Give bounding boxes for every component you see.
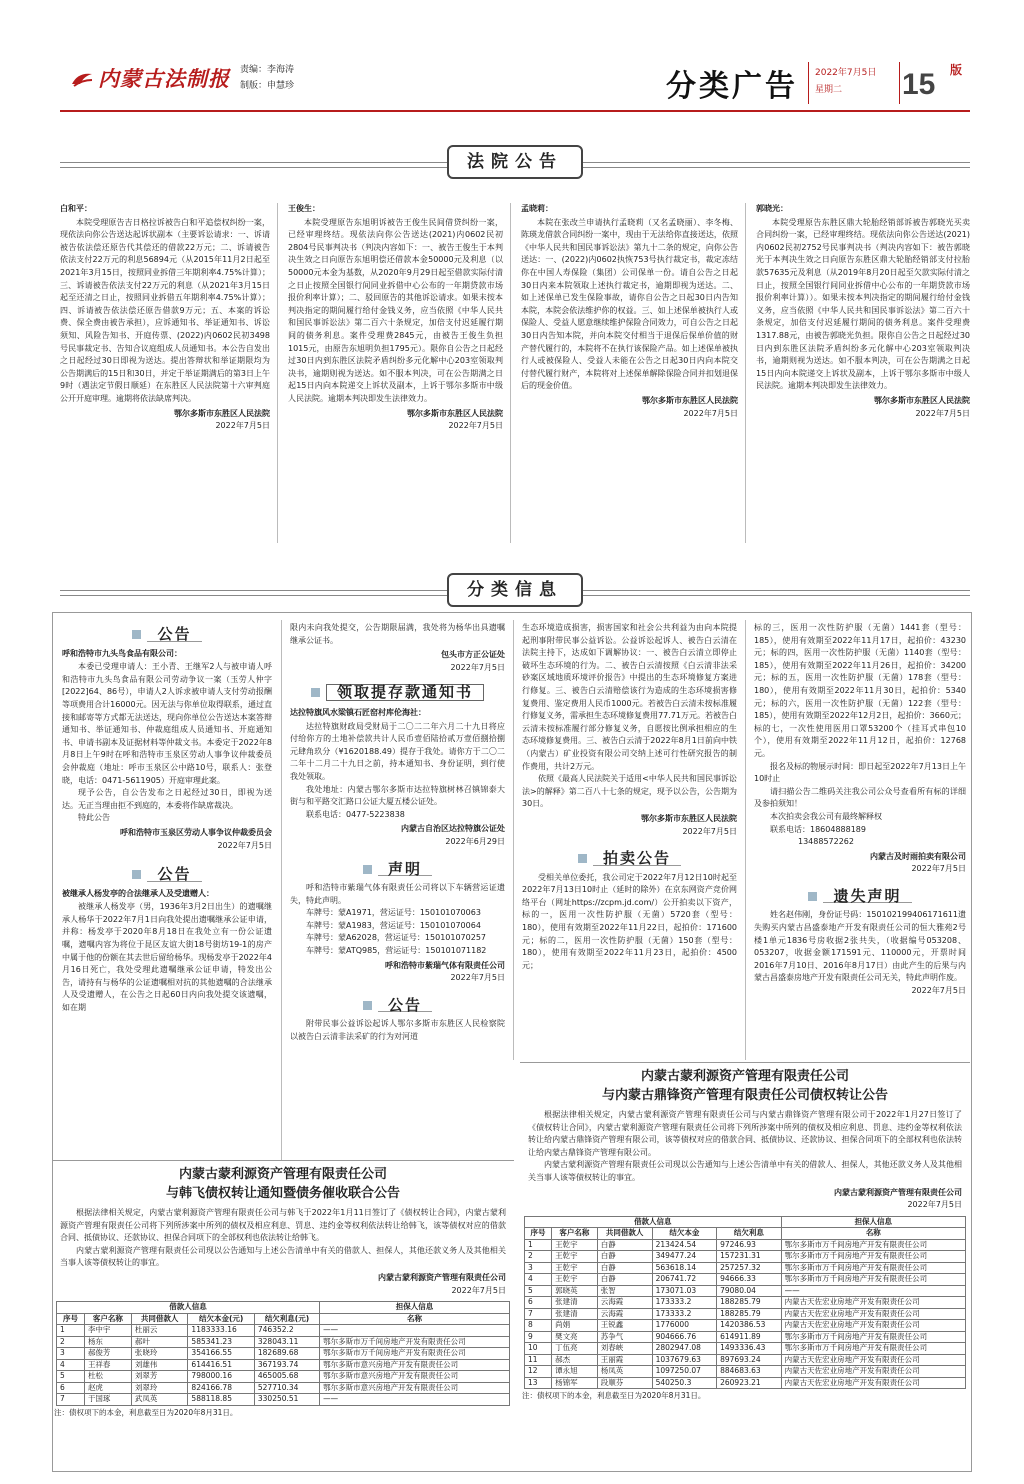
table-cell: 157231.31 <box>717 1251 782 1263</box>
column-header: 序号 <box>525 1228 552 1240</box>
table-cell: 于国琢 <box>84 1394 131 1406</box>
notice-title <box>520 1067 970 1105</box>
ad-body: 依照《最高人民法院关于适用<中华人民共和国民事诉讼法>的解释》第二百八十七条的规定，现予以公告，公告期为30日。 <box>522 774 737 809</box>
table-cell: 182689.68 <box>254 1348 319 1360</box>
table-cell: 云海霞 <box>597 1308 652 1320</box>
notice-body: 本院在张改兰申请执行孟晓莉（又名孟晓丽）、李冬梅、陈瑛龙借款合同纠纷一案中，现由于无法给你直接送达，依照《中华人民共和国民事诉讼法》第九十二条的规定，向你公告送达：一、(2022)内0602执恢753号执行裁定书，裁定冻结你在中国人寿保险（集团）公司保单一份。请自公告之日起30日内来本院领取上述执行裁定书，逾期即视为送达。二、如上述保单已发生保险事故，请你自公告之日起30日内告知本院，本院会依法维护你的权益。三、如上述保单被执行人或保险人、受益人愿意继续维护保险合同效力，可自公告之日起30日内告知本院，并向本院交付相当于退保后保单价值的财产替代履行的，本院将不在执行该保险产品。如上述保单被执行人或被保险人、受益人未能在公告之日起30日内向本院交付替代履行财产，本院将对上述保单解除保险合同并扣划退保后的现金价值。 <box>521 217 738 391</box>
table-cell: 谭永旭 <box>552 1366 598 1378</box>
table-cell: 97246.93 <box>717 1239 782 1251</box>
table-cell: 郭晓英 <box>552 1285 598 1297</box>
ad-title-text: 遗失声明 <box>823 890 911 904</box>
group-header: 借款人信息 <box>57 1302 320 1314</box>
table-cell: 257257.32 <box>717 1262 782 1274</box>
column-divider <box>510 203 511 543</box>
ad-body: 请扫描公告二维码关注我公司公众号查看所有标的详细及参拍须知！ <box>754 786 966 809</box>
table-cell: 7 <box>57 1394 85 1406</box>
table-cell: 6 <box>525 1297 552 1309</box>
table-cell: 鄂尔多斯市意兴房地产开发有限责任公司 <box>320 1371 510 1383</box>
table-cell: 8 <box>525 1320 552 1332</box>
table-cell: 鄂尔多斯市万千间房地产开发有限责任公司 <box>781 1343 965 1355</box>
table-row <box>525 1354 966 1366</box>
table-cell: 鄂尔多斯市意兴房地产开发有限责任公司 <box>320 1359 510 1371</box>
table-row <box>57 1382 510 1394</box>
ad-body: 我处地址：内蒙古鄂尔多斯市达拉特旗树林召镇锦泰大街与和平路交汇路口公证大厦五楼公证处。 <box>290 784 505 807</box>
court-notice-1 <box>60 203 270 433</box>
column-header: 结欠利息 <box>717 1228 782 1240</box>
table-cell: 5 <box>57 1371 85 1383</box>
column-header: 客户名称 <box>84 1313 131 1325</box>
table-cell: 王乾宇 <box>552 1239 598 1251</box>
notice-addressee: 白和平： <box>60 204 92 213</box>
debt-transfer-notice-2 <box>520 1062 970 1404</box>
notice-title-line: 与韩飞债权转让通知暨债务催收联合公告 <box>165 1186 400 1201</box>
table-cell: 刘翠芳 <box>131 1371 188 1383</box>
table-cell: 904666.76 <box>652 1331 717 1343</box>
table-cell: 李中宇 <box>84 1325 131 1337</box>
ad-title <box>62 865 272 884</box>
table-cell: 杨凤英 <box>597 1366 652 1378</box>
ad-body: 特此公告 <box>78 813 110 823</box>
table-cell: 王锐鑫 <box>597 1320 652 1332</box>
notice-body: 本院受理原告东胜区鼎大轮胎经销部诉被告郭晓光买卖合同纠纷一案，已经审理终结。现依法向你公告送达(2021)内0602民初2752号民事判决书（判决内容如下：被告郭晓光于本判决生效之日向原告东胜区鼎大轮胎经销部支付拉胎款57635元及利息（从2019年8月20日起至欠款实际付清之日止，按照全国银行间同业拆借中心公布的一年期贷款市场报价利率计算））。如果未按本判决指定的期间履行给付金钱义务，应当依照《中华人民共和国民事诉讼法》第二百六十条规定，加倍支付迟延履行期间的债务利息。案件受理费1317.88元，由被告郭晓光负担。限你自公告之日起经过30日内到东胜区法院矛盾纠纷多元化解中心203室领取判决书，逾期则视为送达。如不服本判决，可在公告期满之日起15日内向本院递交上诉状及副本，上诉于鄂尔多斯市中级人民法院。逾期本判决即发生法律效力。 <box>756 217 970 391</box>
table-cell: 1420386.53 <box>717 1320 782 1332</box>
table-header <box>57 1313 510 1325</box>
table-cell: 13 <box>525 1377 552 1389</box>
editor-credits <box>240 62 294 94</box>
notice-addressee: 王俊生： <box>288 204 320 213</box>
notice-date: 2022年7月5日 <box>915 408 970 418</box>
table-cell: 540250.3 <box>652 1377 717 1389</box>
vehicle-item: 车牌号：蒙A1971，营运证号：150101070063 <box>306 908 481 918</box>
table-cell: 王乾宇 <box>552 1274 598 1286</box>
ad-title-text: 公告 <box>147 628 201 642</box>
table-group-header <box>525 1216 966 1228</box>
table-cell: 614416.51 <box>188 1359 254 1371</box>
table-cell: 王丽霞 <box>597 1354 652 1366</box>
debt-table-wrap <box>520 1212 970 1390</box>
table-cell: 杨东 <box>84 1336 131 1348</box>
table-cell: 1097250.07 <box>652 1366 717 1378</box>
table-cell: 刘雄伟 <box>131 1359 188 1371</box>
table-cell: 884683.63 <box>717 1366 782 1378</box>
table-cell: 樊文亮 <box>552 1331 598 1343</box>
table-cell: 173071.03 <box>652 1285 717 1297</box>
title-marker-icon <box>363 865 372 874</box>
ad-body: 达拉特旗财政局受财局于二〇二二年六月二十九日将应付给你方的土地补偿款共计人民币壹佰陆拾贰万壹佰捌拾捌元肆角玖分（¥1620188.49）提存于我处。请你方于二〇二二年十二月二十九日之前，持本通知书、身份证明，到行使我处领取。 <box>290 721 505 781</box>
ad-addressee: 呼和浩特市九头鸟食品有限公司： <box>62 648 182 658</box>
table-cell: 白静 <box>597 1239 652 1251</box>
ad-body: 呼和浩特市紫瑞气体有限责任公司将以下车辆营运证遗失，特此声明。 <box>290 883 505 905</box>
ad-body: 受相关单位委托，我公司定于2022年7月12日10时起至2022年7月13日10时止（延时的除外）在京东网资产竞价网络平台（网址https://zcpm.jd.com/）公开拍卖以下资产，标的一，医用一次性防护服（无菌）5720套（型号：180），使用有效期至2022年11月22日，起拍价：171600元；标的二，医用一次性防护服（无菌）150套（型号：180），使用有效期至2022年11月23日，起拍价：4500元； <box>522 872 737 970</box>
table-cell: 段顺芬 <box>597 1377 652 1389</box>
column-header: 结欠本金(元) <box>188 1313 254 1325</box>
court-notice-3 <box>521 203 738 420</box>
ad-title-text: 公告 <box>147 868 201 882</box>
table-cell: 内蒙古天佐宏业房地产开发有限责任公司 <box>781 1297 965 1309</box>
ad-body: 生态环境造成损害，损害国家和社会公共利益为由向本院提起刑事附带民事公益诉讼。公益诉讼起诉人、被告白云清在法院主持下，达成如下调解协议：一、被告白云清立即停止破坏生态环境的行为。二、被告白云清按照《白云清非法采砂案区域地质环境评价报告》中提出的生态环境修复方案进行修复。三、被告白云清赔偿该行为造成的生态环境损害修复费用、鉴定费用人民币1000元。若被告白云清未按标准履行修复义务，需承担生态环境修复费用77.71万元。若被告白云清未按标准履行部分修复义务，自愿按比例承担相应的生态环境修复费用。三、被告白云清于2022年8月1日前向中铁（内蒙古）矿业投资有限公司交纳上述可行性研究报告的制作费用，共计2万元。 <box>522 623 737 771</box>
table-cell: 79080.04 <box>717 1285 782 1297</box>
table-cell: 173333.2 <box>652 1297 717 1309</box>
table-cell: 杨锦军 <box>552 1377 598 1389</box>
table-row <box>525 1297 966 1309</box>
table-row <box>525 1331 966 1343</box>
group-header: 担保人信息 <box>320 1302 510 1314</box>
notice-text <box>52 1207 514 1297</box>
table-row <box>525 1308 966 1320</box>
notice-body: 根据法律相关规定，内蒙古蒙利源资产管理有限责任公司与内蒙古鼎锋资产管理有限公司于2022年1月27日签订了《债权转让合同》，内蒙古蒙利源资产管理有限责任公司将下列所涉案中所列的债权及相应利息、罚息、违约金等权利依法转让给内蒙古鼎锋资产管理有限公司，该等债权对应的借款合同、抵债协议、还款协议、担保合同项下的全部权利也依法转让给内蒙古鼎锋资产管理有限公司。 <box>528 1110 962 1157</box>
table-cell: 王乾宇 <box>552 1262 598 1274</box>
table-cell: 内蒙古天佐宏业房地产开发有限责任公司 <box>781 1366 965 1378</box>
table-row <box>57 1336 510 1348</box>
table-cell: 鄂尔多斯市万千间房地产开发有限责任公司 <box>320 1348 510 1360</box>
column-divider <box>745 620 746 1060</box>
ad-title <box>290 684 505 701</box>
ad-body: 联系电话：0477-5223838 <box>306 809 405 819</box>
table-cell: 尚娟 <box>552 1320 598 1332</box>
table-cell: 188285.79 <box>717 1297 782 1309</box>
ad-signature: 内蒙古自治区达拉特旗公证处 <box>401 824 505 834</box>
table-cell: 1493336.43 <box>717 1343 782 1355</box>
column-divider <box>745 203 746 543</box>
ad-signature: 鄂尔多斯市东胜区人民法院 <box>641 813 737 823</box>
table-cell: 11 <box>525 1354 552 1366</box>
column-header: 名称 <box>320 1313 510 1325</box>
table-cell: 王祥春 <box>84 1359 131 1371</box>
table-cell: 鄂尔多斯市万千间房地产开发有限责任公司 <box>781 1331 965 1343</box>
table-cell: 527710.34 <box>254 1382 319 1394</box>
title-marker-icon <box>363 1001 372 1010</box>
table-cell: 94666.33 <box>717 1274 782 1286</box>
ad-body: 现予公告，自公告发布之日起经过30日，即视为送达。无正当理由拒不到庭的，本委将作缺席裁决。 <box>62 788 272 810</box>
ad-contact: 13488572262 <box>798 837 854 847</box>
court-notice-2 <box>288 203 503 433</box>
table-row <box>57 1359 510 1371</box>
court-notice-4 <box>756 203 970 420</box>
ad-signature: 呼和浩特市紫瑞气体有限责任公司 <box>385 960 505 970</box>
table-cell: 武凤英 <box>131 1394 188 1406</box>
ad-date: 2022年7月5日 <box>682 826 737 836</box>
table-cell: 588118.85 <box>188 1394 254 1406</box>
table-cell: 白静 <box>597 1262 652 1274</box>
table-cell: 郝俊芳 <box>84 1348 131 1360</box>
ad-title <box>522 849 737 868</box>
column-header: 结欠本金 <box>652 1228 717 1240</box>
table-cell: 鄂尔多斯市万千间房地产开发有限责任公司 <box>781 1251 965 1263</box>
notice-text <box>520 1109 970 1212</box>
ad-body: 报名及标的物展示时间：即日起至2022年7月13日上午10时止 <box>754 761 966 784</box>
notice-addressee: 郭晓光： <box>756 204 788 213</box>
section-title: 分类广告 <box>666 69 798 104</box>
debt-table <box>56 1301 510 1406</box>
table-row <box>525 1320 966 1332</box>
table-cell: 刘翠玲 <box>131 1382 188 1394</box>
ad-body: 标的三，医用一次性防护服（无菌）1441套（型号：185），使用有效期至2022年11月17日，起拍价：43230元；标的四，医用一次性防护服（无菌）1140套（型号：185），使用有效期至2022年11月26日，起拍价：34200元；标的五，医用一次性防护服（无菌）178套（型号：180），使用有效期至2022年11月30日，起拍价：5340元；标的六，医用一次性防护服（无菌）122套（型号：185），使用有效期至2022年12月2日，起拍价：3660元；标的七，一次性使用医用口罩53200个（挂耳式串包10个），使用有效期至2022年11月12日，起拍价：12768元。 <box>754 623 966 758</box>
notice-title-line: 与内蒙古鼎锋资产管理有限责任公司债权转让公告 <box>601 1088 888 1103</box>
notice-signature: 鄂尔多斯市东胜区人民法院 <box>174 408 270 418</box>
table-row <box>525 1285 966 1297</box>
table-cell: 188285.79 <box>717 1308 782 1320</box>
ad-date: 2022年7月5日 <box>450 973 505 983</box>
notice-addressee: 孟晓莉： <box>521 204 553 213</box>
table-cell: 丁伍亮 <box>552 1343 598 1355</box>
ad-title <box>290 995 505 1014</box>
table-cell: 刘春峡 <box>597 1343 652 1355</box>
debt-table-wrap <box>52 1297 514 1406</box>
table-cell: 4 <box>525 1274 552 1286</box>
table-cell: 4 <box>57 1359 85 1371</box>
table-note: 注：债权项下的本金，利息截至日为2020年8月31日。 <box>54 1407 238 1417</box>
table-cell: 798000.16 <box>188 1371 254 1383</box>
table-cell: 9 <box>525 1331 552 1343</box>
table-cell: 330250.51 <box>254 1394 319 1406</box>
table-row <box>525 1377 966 1389</box>
table-cell: 1037679.63 <box>652 1354 717 1366</box>
notice-date: 2022年7月5日 <box>907 1200 962 1210</box>
table-group-header <box>57 1302 510 1314</box>
table-cell: 张智 <box>597 1285 652 1297</box>
group-header: 担保人信息 <box>781 1216 965 1228</box>
ad-body: 限内未向我处提交，公告期限届满，我处将为杨华出具遗嘱继承公证书。 <box>290 623 505 645</box>
table-row <box>57 1348 510 1360</box>
vehicle-item: 车牌号：蒙A1983，营运证号：150101070064 <box>306 920 481 930</box>
logo-emblem-icon <box>70 70 94 88</box>
table-cell: 614911.89 <box>717 1331 782 1343</box>
table-row <box>525 1366 966 1378</box>
page-label: 版 <box>950 63 963 77</box>
table-cell: 206741.72 <box>652 1274 717 1286</box>
table-cell: 349477.24 <box>652 1251 717 1263</box>
notice-signature: 内蒙古蒙利源资产管理有限责任公司 <box>378 1272 506 1282</box>
ad-date: 2022年7月5日 <box>217 840 272 850</box>
ad-body: 姓名赵伟刚，身份证号码：150102199406171611遗失购买内蒙古昌盛泰地产开发有限责任公司的恒大雅苑2号楼1单元1836号房收据2张共失，（收据编号053208、053207，收据金额171591元、110000元，开票时间2016年7月10日、2016年8月17日）由此产生的后果与内蒙古昌盛泰房地产开发有限责任公司无关，特此声明作废。 <box>754 910 966 983</box>
ad-addressee: 被继承人杨发亭的合法继承人及受遗赠人： <box>62 888 214 898</box>
title-marker-icon <box>132 630 141 639</box>
table-cell: 杜丽云 <box>131 1325 188 1337</box>
classified-column-3 <box>522 622 737 972</box>
table-cell: 郝叶 <box>131 1336 188 1348</box>
table-row <box>57 1394 510 1406</box>
column-header: 名称 <box>781 1228 965 1240</box>
table-cell: 328043.11 <box>254 1336 319 1348</box>
table-cell: 郝杰 <box>552 1354 598 1366</box>
notice-date: 2022年7月5日 <box>451 1285 506 1295</box>
ad-date: 2022年6月29日 <box>445 836 505 846</box>
table-header <box>525 1228 966 1240</box>
ad-body: 本次拍卖会我公司有最终解释权 <box>770 811 882 821</box>
ad-body: 被继承人杨发亭（男，1936年3月2日出生）的遗嘱继承人杨华于2022年7月1日向我处提出遗嘱继承公证申请，并称：杨发亭于2020年8月18日在我处立有一份公证遗嘱，遗嘱内容为将位于昆区友谊大街18号街坊19-1的房产中属于他的份额在其去世后留给杨华。现杨发亭于2022年4月16日死亡，我处受理此遗嘱继承公证申请，特发出公告，请持有与杨华的公证遗嘱相对抗的其他遗嘱的合法继承人及受遗赠人，在公告之日起60日内向我处提交该遗嘱，如在期 <box>62 902 272 1013</box>
column-header: 序号 <box>57 1313 85 1325</box>
ad-title-text: 领取提存款通知书 <box>326 684 484 701</box>
table-row <box>525 1343 966 1355</box>
table-cell: 张建清 <box>552 1308 598 1320</box>
producer-line: 制版：申慧珍 <box>240 81 295 91</box>
table-cell: 1776000 <box>652 1320 717 1332</box>
table-cell: 鄂尔多斯市万千间房地产开发有限责任公司 <box>781 1274 965 1286</box>
table-cell: 367193.74 <box>254 1359 319 1371</box>
table-row <box>57 1325 510 1337</box>
table-cell: 鄂尔多斯市万千间房地产开发有限责任公司 <box>781 1262 965 1274</box>
table-cell: 3 <box>57 1348 85 1360</box>
table-cell: 5 <box>525 1285 552 1297</box>
page-number: 15 <box>902 68 936 101</box>
table-cell: 1 <box>525 1239 552 1251</box>
table-cell: 585341.23 <box>188 1336 254 1348</box>
title-marker-icon <box>311 688 320 697</box>
classified-banner <box>60 572 970 608</box>
notice-signature: 鄂尔多斯市东胜区人民法院 <box>642 395 738 405</box>
ad-signature: 包头市方正公证处 <box>441 650 505 660</box>
table-row <box>525 1239 966 1251</box>
table-cell: 杜松 <box>84 1371 131 1383</box>
table-cell: 824166.78 <box>188 1382 254 1394</box>
table-cell: 354166.55 <box>188 1348 254 1360</box>
table-cell: 2 <box>57 1336 85 1348</box>
notice-signature: 鄂尔多斯市东胜区人民法院 <box>407 408 503 418</box>
ad-title-text: 声明 <box>378 863 432 877</box>
column-header: 共同借款人 <box>131 1313 188 1325</box>
table-cell: —— <box>781 1285 965 1297</box>
court-banner <box>60 144 970 180</box>
ad-body: 本委已受理申请人：王小青、王继军2人与被申请人呼和浩特市九头鸟食品有限公司劳动争议一案（玉劳人仲字[2022]64、86号），申请人2人诉求被申请人支付劳动报酬等项费用合计16000元。因无法与你单位取得联系，通过直接和邮寄等方式都无法送达，现向你单位公告送达本案答辩通知书、举证通知书、仲裁庭组成人员通知书、开庭通知书、申请书副本及证据材料等仲裁文书。本委定于2022年8月8日上午9时在呼和浩特市玉泉区劳动人事争议仲裁委员会仲裁庭（地址：呼市玉泉区公中路10号，联系人：张登晓，电话：0471-5611905）开庭审理此案。 <box>62 662 272 785</box>
table-cell: 1 <box>57 1325 85 1337</box>
table-cell: 2802947.08 <box>652 1343 717 1355</box>
ad-contact: 联系电话：18604888189 <box>770 824 866 834</box>
table-row <box>57 1371 510 1383</box>
column-divider <box>281 620 282 1160</box>
column-header: 结欠利息(元) <box>254 1313 319 1325</box>
classified-column-1 <box>62 622 272 1015</box>
header-rule <box>60 110 970 112</box>
ad-title <box>62 625 272 643</box>
vehicle-item: 车牌号：蒙ATQ985，营运证号：150101071182 <box>306 946 487 956</box>
group-header: 借款人信息 <box>525 1216 782 1228</box>
notice-body: 内蒙古蒙利源资产管理有限责任公司现以公告通知与上述公告清单中有关的借款人、担保人，其他还款义务人及其他相关当事人该等债权转让的事宜。 <box>528 1160 962 1182</box>
classified-column-2 <box>290 622 505 1044</box>
classified-banner-title: 分类信息 <box>447 573 583 607</box>
title-marker-icon <box>132 870 141 879</box>
table-cell: 王乾宇 <box>552 1251 598 1263</box>
date-text: 2022年7月5日 <box>815 68 877 78</box>
ad-date: 2022年7月5日 <box>911 864 966 874</box>
table-cell: 内蒙古天佐宏业房地产开发有限责任公司 <box>781 1354 965 1366</box>
table-cell: 746352.2 <box>254 1325 319 1337</box>
table-cell: 173333.2 <box>652 1308 717 1320</box>
table-cell: 白静 <box>597 1251 652 1263</box>
vehicle-item: 车牌号：蒙A62028，营运证号：150101070257 <box>306 933 486 943</box>
table-cell: 云海霞 <box>597 1297 652 1309</box>
column-header: 共同借款人 <box>597 1228 652 1240</box>
notice-title-line: 内蒙古蒙利源资产管理有限责任公司 <box>640 1069 849 1084</box>
notice-body: 本院受理原告吉日格拉诉被告白和平追偿权纠纷一案，现依法向你公告送达起诉状副本（主要诉讼请求：一、诉请被告依法偿还原告代其偿还的借款22万元；二、诉请被告依法支付22万元的利息56894元（从2015年11月2日起至2021年3月15日，按照同业拆借三年期利率4.75%计算）；三、诉请被告依法支付22万元的利息（从2021年3月15日起至还清之日止，按照同业拆借五年期利率4.75%计算）；四、诉请被告依法偿还原告借款9万元；五、本案的诉讼费、保全费由被告承担），应诉通知书、举证通知书、诉讼须知、风险告知书、开庭传票、(2022)内0602民初3498号民事裁定书、告知合议庭组成人员通知书。本公告自发出之日起经过30日即视为送达。提出答辩状和举证期限均为公告期满后的15日和30日，并定于举证期满后的第3日上午9时（遇法定节假日顺延）在东胜区人民法院第十六审判庭公开开庭审理。逾期将依法缺席判决。 <box>60 217 270 403</box>
table-cell: 213424.54 <box>652 1239 717 1251</box>
table-cell: 赵虎 <box>84 1382 131 1394</box>
ad-date: 2022年7月5日 <box>450 662 505 672</box>
table-cell: 12 <box>525 1366 552 1378</box>
ad-title <box>754 886 966 905</box>
table-row <box>525 1262 966 1274</box>
masthead <box>60 58 963 108</box>
notice-date: 2022年7月5日 <box>683 408 738 418</box>
table-cell: 鄂尔多斯市万千间房地产开发有限责任公司 <box>320 1336 510 1348</box>
ad-title-text: 拍卖公告 <box>593 852 681 866</box>
table-cell: 260923.21 <box>717 1377 782 1389</box>
table-cell: 内蒙古天佐宏业房地产开发有限责任公司 <box>781 1377 965 1389</box>
table-cell: 2 <box>525 1251 552 1263</box>
table-cell: 张晓玲 <box>131 1348 188 1360</box>
court-banner-title: 法院公告 <box>447 145 583 179</box>
notice-body: 本院受理原告东旭明诉被告王俊生民间借贷纠纷一案，已经审理终结。现依法向你公告送达(2021)内0602民初2804号民事判决书（判决内容如下：一、被告王俊生于本判决生效之日向原告东旭明偿还借款本金50000元及利息（以50000元本金为基数，从2020年9月29日起至借款实际付清之日止按照全国银行间同业拆借中心公布的一年期贷款市场报价利率计算）；二、驳回原告的其他诉讼请求。如果未按本判决指定的期间履行给付金钱义务，应当依照《中华人民共和国民事诉讼法》第二百六十条规定，加倍支付迟延履行期间的债务利息。案件受理费2845元，由被告王俊生负担1015元，由原告东旭明负担1795元）。限你自公告之日起经过30日内到东胜区法院矛盾纠纷多元化解中心203室领取判决书，逾期则视为送达。如不服本判决，可在公告期满之日起15日内向本院递交上诉状及副本，上诉于鄂尔多斯市中级人民法院。逾期本判决即发生法律效力。 <box>288 217 503 403</box>
ad-title-text: 公告 <box>378 999 432 1013</box>
ad-body: 附带民事公益诉讼起诉人鄂尔多斯市东胜区人民检察院以被告白云清非法采矿的行为对河道 <box>290 1019 505 1042</box>
column-divider <box>513 620 514 1060</box>
table-row <box>525 1274 966 1286</box>
table-cell: 内蒙古天佐宏业房地产开发有限责任公司 <box>781 1308 965 1320</box>
table-cell: 3 <box>525 1262 552 1274</box>
notice-body: 根据法律相关规定，内蒙古蒙利源资产管理有限责任公司与韩飞于2022年1月11日签订了《债权转让合同》，内蒙古蒙利源资产管理有限责任公司将下列所涉案中所列的债权及相应利息、罚息、违约金等权利依法转让给韩飞，该等债权对应的借款合同、抵债协议、还款协议、担保合同项下的全部权利也依法转让给韩飞。 <box>60 1208 506 1243</box>
table-cell: 465005.68 <box>254 1371 319 1383</box>
table-cell: 10 <box>525 1343 552 1355</box>
notice-title <box>52 1165 514 1203</box>
editor-line: 责编：李海涛 <box>240 65 295 75</box>
ad-signature: 内蒙古及时雨拍卖有限公司 <box>870 851 966 861</box>
ad-signature: 呼和浩特市玉泉区劳动人事争议仲裁委员会 <box>120 827 272 837</box>
table-cell: 563618.14 <box>652 1262 717 1274</box>
table-cell: —— <box>320 1394 510 1406</box>
ad-title <box>290 859 505 878</box>
table-cell: 内蒙古天佐宏业房地产开发有限责任公司 <box>781 1320 965 1332</box>
debt-table <box>524 1216 966 1390</box>
issue-date <box>808 62 900 104</box>
table-cell: —— <box>320 1325 510 1337</box>
title-marker-icon <box>808 892 817 901</box>
notice-signature: 内蒙古蒙利源资产管理有限责任公司 <box>834 1187 962 1197</box>
ad-addressee: 达拉特旗风水梁镇石匠窑村库伦海社： <box>290 707 426 717</box>
vehicle-list <box>290 907 505 957</box>
notice-body: 内蒙古蒙利源资产管理有限责任公司现以公告通知与上述公告清单中有关的借款人、担保人，其他还款义务人及其他相关当事人该等债权转让的事宜。 <box>60 1245 506 1268</box>
notice-date: 2022年7月5日 <box>448 421 503 431</box>
table-cell: 7 <box>525 1308 552 1320</box>
notice-date: 2022年7月5日 <box>215 421 270 431</box>
table-cell: 鄂尔多斯市意兴房地产开发有限责任公司 <box>320 1382 510 1394</box>
table-cell: 鄂尔多斯市万千间房地产开发有限责任公司 <box>781 1239 965 1251</box>
ad-date: 2022年7月5日 <box>911 986 966 996</box>
table-cell: 897693.24 <box>717 1354 782 1366</box>
table-cell: 1183333.16 <box>188 1325 254 1337</box>
notice-signature: 鄂尔多斯市东胜区人民法院 <box>874 395 970 405</box>
newspaper-logo <box>70 64 230 94</box>
notice-title-line: 内蒙古蒙利源资产管理有限责任公司 <box>178 1167 387 1182</box>
table-cell: 张建清 <box>552 1297 598 1309</box>
table-cell: 白静 <box>597 1274 652 1286</box>
logo-text: 内蒙古法制报 <box>98 66 230 91</box>
weekday-text: 星期二 <box>815 85 843 95</box>
classified-column-4 <box>754 622 966 998</box>
title-marker-icon <box>578 854 587 863</box>
debt-transfer-notice-1 <box>52 1160 514 1420</box>
column-header: 客户名称 <box>552 1228 598 1240</box>
column-divider <box>277 203 278 543</box>
table-note: 注：债权项下的本金，利息截至日为2020年8月31日。 <box>522 1391 706 1401</box>
table-cell: 6 <box>57 1382 85 1394</box>
table-cell: 苏争气 <box>597 1331 652 1343</box>
table-row <box>525 1251 966 1263</box>
